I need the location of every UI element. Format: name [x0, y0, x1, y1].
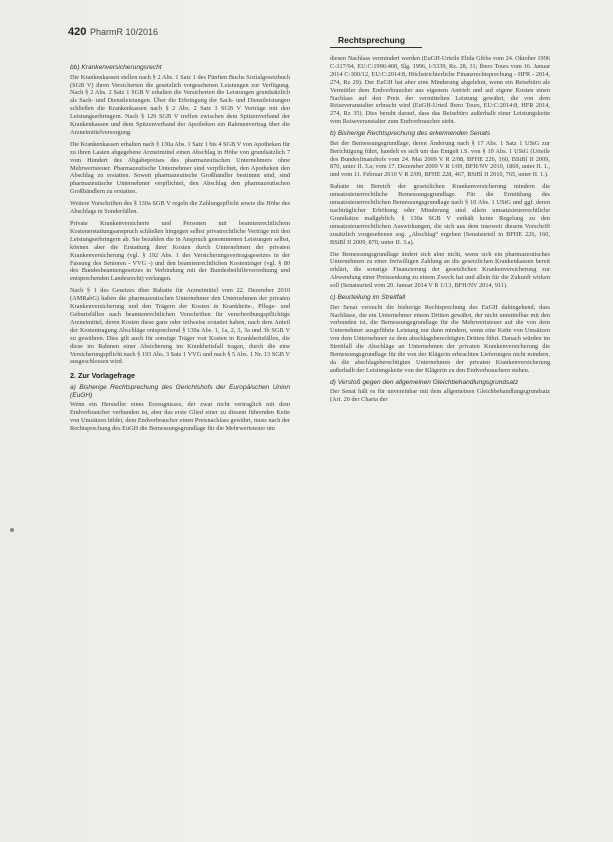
page-header	[68, 26, 588, 46]
punch-mark	[10, 528, 14, 532]
left-paragraph: Wenn ein Hersteller eines Erzeugnisses, der zwar nicht vertraglich mit dem Endverbraucher verbunden ist, aber das erste Glied einer zu diesem führenden Kette von Umsätzen bildet, dem Endverbraucher einen Preisnachlass gewährt, muss nach der Rechtsprechung des EuGH die Bemessungsgrundlage für die Mehrwertsteuer um	[70, 401, 290, 433]
section-title: Rechtsprechung	[338, 35, 406, 45]
right-paragraph: Der Senat hält es für unvereinbar mit dem allgemeinen Gleichbehandlungsgrundsatz (Art. 20 der Charta der	[330, 388, 550, 404]
left-paragraph: Nach § 1 des Gesetzes über Rabatte für Arzneimittel vom 22. Dezember 2010 (AMRabG) haben die pharmazeutischen Unternehmer den Unternehmen der privaten Krankenversicherung und den Trägern der Kosten in Krankheits-, Pflege- und Geburtsfällen nach beamtenrechtlichen Vorschriften für verschreibungspflichtige Arzneimittel, deren Kosten diese ganz oder teilweise erstattet haben, nach dem Anteil der Kostentragung Abschläge entsprechend § 130a Abs. 1, 1a, 2, 3, 3a und 3b SGB V zu gewähren. Dies gilt auch für sonstige Träger von Kosten in Krankheitsfällen, die diese im Rahmen einer Absicherung im Krankheitsfall tragen, durch die eine Versicherungspflicht nach § 193 Abs. 3 Satz 1 VVG und nach § 5 Abs. 1 Nr. 13 SGB V ausgeschlossen wird.	[70, 287, 290, 366]
journal-reference: PharmR 10/2016	[90, 27, 159, 37]
right-paragraph: Rabatte im Bereich der gesetzlichen Krankenversicherung mindern die umsatzsteuerrechtliche Bemessungsgrundlage. Für die Ermittlung des umsatzsteuerrechtlichen Bemessungsgrundlage nach § 10 Abs. 1 UStG und ggf. deren nachträglicher Erhöhung oder Minderung sind allein umsatzsteuerrechtliche Grundsätze maßgeblich. § 130a SGB V enthält keine Regelung zu den umsatzsteuerrechtlichen Auswirkungen, die sich aus dem insoweit diesem Vorschrift zusätzlich vorgesehenen sog. „Abschlag“ ergeben (Senatsurteil in BFHE 226, 160, BStBl II 2009, 870, unter II. 3.a).	[330, 183, 550, 246]
right-heading: c) Beurteilung im Streitfall	[330, 294, 406, 302]
page-number: 420	[68, 26, 87, 38]
right-text-column	[330, 55, 550, 408]
right-heading: d) Verstoß gegen den allgemeinen Gleichbehandlungsgrundsatz	[330, 378, 519, 386]
right-paragraph: Bei der Bemessungsgrundlage, deren Änderung nach § 17 Abs. 1 Satz 1 UStG zur Berichtigung führt, handelt es sich um das Entgelt i.S. von § 10 Abs. 1 UStG (Urteile des Bundesfinanzhofs vom 24. Mai 2009 V R 2/08, BFHE 226, 160, BStBl II 2009, 870, unter II. 3.a; vom 17. Dezember 2009 V R 1/09, BFH/NV 2010, 1869, unter II. 1., und vom 11. Februar 2010 V R 2/09, BFHE 228, 467, BStBl II 2010, 765, unter II. 1.).	[330, 139, 550, 179]
left-paragraph: Weitere Vorschriften des § 130a SGB V regeln die Zahlungspflicht sowie die Höhe des Abschlags in Sonderfällen.	[70, 200, 290, 216]
left-heading: 2. Zur Vorlagefrage	[70, 371, 135, 381]
left-paragraph: Die Krankenkassen erhalten nach § 130a Abs. 1 Satz 1 bis 4 SGB V von Apotheken für zu ihren Lasten abgegebene Arzneimittel einen Abschlag in Höhe von grundsätzlich 7 vom Hundert des Abgabepreises des pharmazeutischen Unternehmers ohne Mehrwertsteuer. Pharmazeutische Unternehmer sind verpflichtet, den Apotheken den Abschlag zu erstatten. Soweit pharmazeutische Großhändler bestimmt sind, sind pharmazeutische Unternehmer verpflichtet, den Abschlag den pharmazeutischen Großhändlern zu erstatten.	[70, 140, 290, 196]
left-heading: bb) Krankenversicherungsrecht	[70, 64, 162, 71]
left-text-column	[70, 60, 290, 437]
left-paragraph: Die Krankenkassen stellen nach § 2 Abs. 1 Satz 1 des Fünften Buchs Sozialgesetzbuch (SGB V) ihren Versicherten die gesetzlich vorgesehenen Leistungen zur Verfügung. Nach § 2 Abs. 2 Satz 1 SGB V erhalten die Versicherten die Leistungen grundsätzlich als Sach- und Dienstleistungen. Über die Erbringung der Sach- und Dienstleistungen schließen die Krankenkassen nach § 2 Abs. 2 Satz 3 SGB V Verträge mit den Leistungserbringern. Nach § 129 SGB V treffen zwischen dem Spitzenverband der Krankenkassen und dem Spitzenverband der Apotheken ein Rahmenvertrag über die Arzneimittelversorgung.	[70, 73, 290, 136]
left-heading: a) Bisherige Rechtsprechung des Gerichtshofs der Europäischen Union (EuGH)	[70, 384, 290, 399]
right-paragraph: diesen Nachlass vermindert werden (EuGH-Urteile Elida Gibbs vom 24. Oktober 1996 C-317/94, EU:C:1996:400, Slg. 1996, I-5339, Rz. 28, 31; Ibero Tours vom 16. Januar 2014 C-300/12, EU:C:2014:8, Höchstrichterliche Finanzrechtsprechung - HFR - 2014, 274, Rz 29). Der EuGH hat aber eine Minderung abgelehnt, wenn ein Reisebüro als Vermittler dem Endverbraucher aus eigenem Antrieb und auf eigene Kosten einen Nachlass auf den Preis der vermittelten Leistung gewährt, die von dem Reiseveranstalter erbracht wird (EuGH-Urteil Ibero Tours, EU:C:2014:8, HFR 2014, 274, Rz 35). Dies beruht darauf, dass das Reisebüro außerhalb einer Leistungskette vom Reiseveranstalter zum Endverbraucher steht.	[330, 55, 550, 126]
right-paragraph: Der Senat versucht die bisherige Rechtsprechung des EuGH dahingehend, dass Nachlässe, die ein Unternehmer einem Dritten gewährt, der nicht unmittelbar mit den verbunden ist, die Bemessungsgrundlage für die Mehrwertsteuer auf die von dem Unternehmer ausgeführte Leistung nur dann mindern, wenn eine Kette von Umsätzen von dem Unternehmer zu dem abschlagsberechtigten Dritten führt. Danach würden im Streitfall die Abschläge an Unternehmen der privaten Krankenversicherung die Bemessungsgrundlage für die von der Klägerin erbrachten Lieferungen nicht mindern, da die abschlagsberechtigten Unternehmen der privaten Krankenversicherung außerhalb der Leistungskette von der Klägerin zu den Endverbrauchern stehen.	[330, 303, 550, 374]
right-heading: b) Bisherige Rechtsprechung des erkennenden Senats	[330, 130, 491, 138]
section-rule	[330, 47, 422, 48]
left-paragraph: Private Krankenversicherte und Personen mit beamtenrechtlichem Kostenerstattungsanspruch schließen hingegen selbst privatrechtliche Verträge mit den Leistungserbringern ab. Sie bezahlen die in Anspruch genommenen Leistungen selbst, können aber die Erstattung ihrer Kosten durch Unternehmen der privaten Krankenversicherung (vgl. § 192 Abs. 1 des Versicherungsvertragsgesetzes in der Fassung des Senioren - VVG -) und den beamtenrechtlichen Kostenträger (vgl. § 80 des Bundesbeamtengesetzes in Verbindung mit der Bundesbeihilfeverordnung und entsprechenden Landesrecht) verlangen.	[70, 220, 290, 283]
right-paragraph: Die Bemessungsgrundlage ändert sich aber nicht, wenn sich ein pharmazeutisches Unternehmen zu einer freiwilligen Zahlung an die gesetzlichen Krankenkassen bereit erklärt, die sonstige Finanzierung der gesetzlichen Krankenversicherung zur Abwendung einer Preissenkung zu einem Zweck hat und allein für die Zukunft wirken soll (Senatsurteil vom 20. Januar 2014 V R 1/13, BFH/NV 2014, 911).	[330, 250, 550, 290]
